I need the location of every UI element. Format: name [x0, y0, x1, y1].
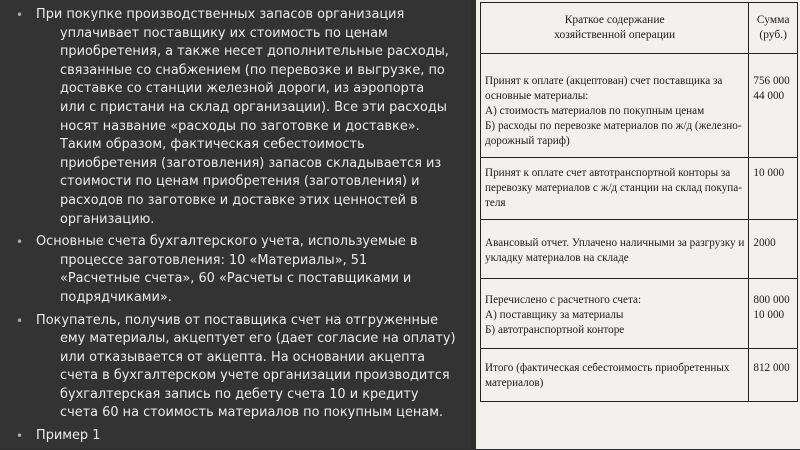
bullet-line: При покупке производственных запасов организация — [36, 7, 405, 22]
row-description-line: теля — [485, 197, 506, 209]
bullet-text — [36, 233, 462, 307]
bullet-purchase-costs — [14, 6, 462, 229]
header-amount — [749, 3, 798, 54]
row-description-line: основные материалы: — [485, 90, 589, 102]
bullet-line: бухгалтерская запись по дебету счета 10 и кредиту — [60, 386, 419, 402]
bullet-line: связанные со снабжением (по перевозке и выгрузке, по — [60, 62, 445, 78]
row-amount-line: 44 000 — [753, 90, 785, 102]
bullet-line: «Расчетные счета», 60 «Расчеты с поставщиками и — [60, 271, 412, 287]
bullet-accounts — [14, 233, 462, 307]
bullet-line: приобретения (заготовления) запасов складывается из — [60, 155, 442, 171]
table-header-row — [481, 3, 798, 54]
row-description-line: материалов) — [485, 377, 544, 389]
row-amount — [749, 158, 798, 220]
row-description-line: Б) расходы по перевозке материалов по ж/д (железно- — [485, 120, 742, 132]
row-description-line: перевозку материалов с ж/д станции на склад покупа- — [485, 182, 742, 194]
header-amount-line: (руб.) — [759, 29, 787, 41]
bullet-list — [14, 6, 462, 450]
bullet-line: подрядчиками». — [60, 289, 172, 305]
row-amount — [749, 220, 798, 279]
bullet-marker: • — [16, 235, 24, 250]
bullet-line: Основные счета бухгалтерского учета, используемые в — [36, 234, 418, 250]
table-row — [481, 279, 798, 349]
row-description-line: А) поставщику за материалы — [485, 309, 624, 321]
row-description — [481, 158, 749, 220]
bullet-line: счета в бухгалтерском учете организации производится — [60, 368, 450, 384]
row-amount — [749, 349, 798, 402]
row-description-line: дорожный тариф) — [485, 135, 570, 147]
row-description-line: Б) автотранспортной конторе — [485, 324, 625, 336]
bullet-marker: • — [16, 8, 24, 22]
table-row — [481, 349, 798, 402]
bullet-text — [36, 312, 462, 424]
bullet-text — [36, 427, 462, 446]
row-amount — [749, 54, 798, 158]
bullet-line: Таким образом, фактическая себестоимость — [60, 137, 365, 153]
row-amount-line: 2000 — [753, 237, 776, 249]
bullet-line: приобретения, а также несет дополнительные расходы, — [60, 44, 449, 60]
bullet-line: носят название «расходы по заготовке и доставке». — [60, 118, 420, 134]
row-description — [481, 279, 749, 349]
row-description-line: Принят к оплате (акцептован) счет поставщика за — [485, 75, 723, 87]
row-amount-line: 10 000 — [753, 167, 785, 179]
bullet-line: Покупатель, получив от поставщика счет на отгруженные — [36, 312, 439, 328]
row-description-line: А) стоимость материалов по покупным ценам — [485, 105, 705, 117]
bullet-marker: • — [16, 313, 24, 328]
row-amount-line: 812 000 — [753, 362, 790, 374]
bullet-line: стоимости по ценам приобретения (заготовления) и — [60, 174, 420, 190]
row-description — [481, 54, 749, 158]
row-amount-line: 756 000 — [753, 75, 790, 87]
bullet-line: доставке со станции железной дороги, из аэропорта — [60, 81, 425, 97]
bullet-acceptance — [14, 312, 462, 424]
operations-table-panel — [476, 0, 800, 449]
operations-table — [480, 2, 798, 402]
bullet-line: организацию. — [60, 211, 155, 227]
bullet-line: или с пристани на склад организации). Все эти расходы — [60, 99, 447, 115]
row-description-line: Перечислено с расчетного счета: — [485, 294, 642, 306]
row-description-line: Авансовый отчет. Уплачено наличными за разгрузку и — [485, 237, 745, 249]
bullet-line: расходов по заготовке и доставке этих ценностей в — [60, 192, 418, 208]
row-amount-line: 800 000 — [753, 294, 790, 306]
row-description — [481, 349, 749, 402]
bullet-marker: • — [16, 429, 24, 444]
table-row — [481, 220, 798, 279]
header-amount-line: Сумма — [756, 14, 790, 26]
row-description — [481, 220, 749, 279]
row-description-line: Принят к оплате счет автотранспортной конторы за — [485, 167, 731, 179]
row-amount — [749, 279, 798, 349]
bullet-line: или отказывается от акцепта. На основании акцепта — [60, 349, 425, 365]
header-description-line: хозяйственной операции — [554, 29, 676, 41]
bullet-line: Пример 1 — [36, 428, 101, 444]
row-amount-line: 10 000 — [753, 309, 785, 321]
row-description-line: укладку материалов на складе — [485, 252, 629, 264]
table-row — [481, 158, 798, 220]
row-description-line: Итого (фактическая себестоимость приобретенных — [485, 362, 730, 374]
bullet-line: ему материалы, акцептует его (дает согласие на оплату) — [60, 331, 456, 347]
header-description-line: Краткое содержание — [564, 14, 665, 26]
bullet-line: уплачивает поставщику их стоимость по ценам — [60, 25, 388, 41]
bullet-line: счета 60 на стоимость материалов по покупным ценам. — [60, 405, 444, 421]
bullet-text — [36, 6, 462, 229]
table-row — [481, 54, 798, 158]
bullet-example — [14, 427, 462, 446]
header-description — [481, 3, 749, 54]
bullet-line: процессе заготовления: 10 «Материалы», 51 — [60, 252, 368, 268]
